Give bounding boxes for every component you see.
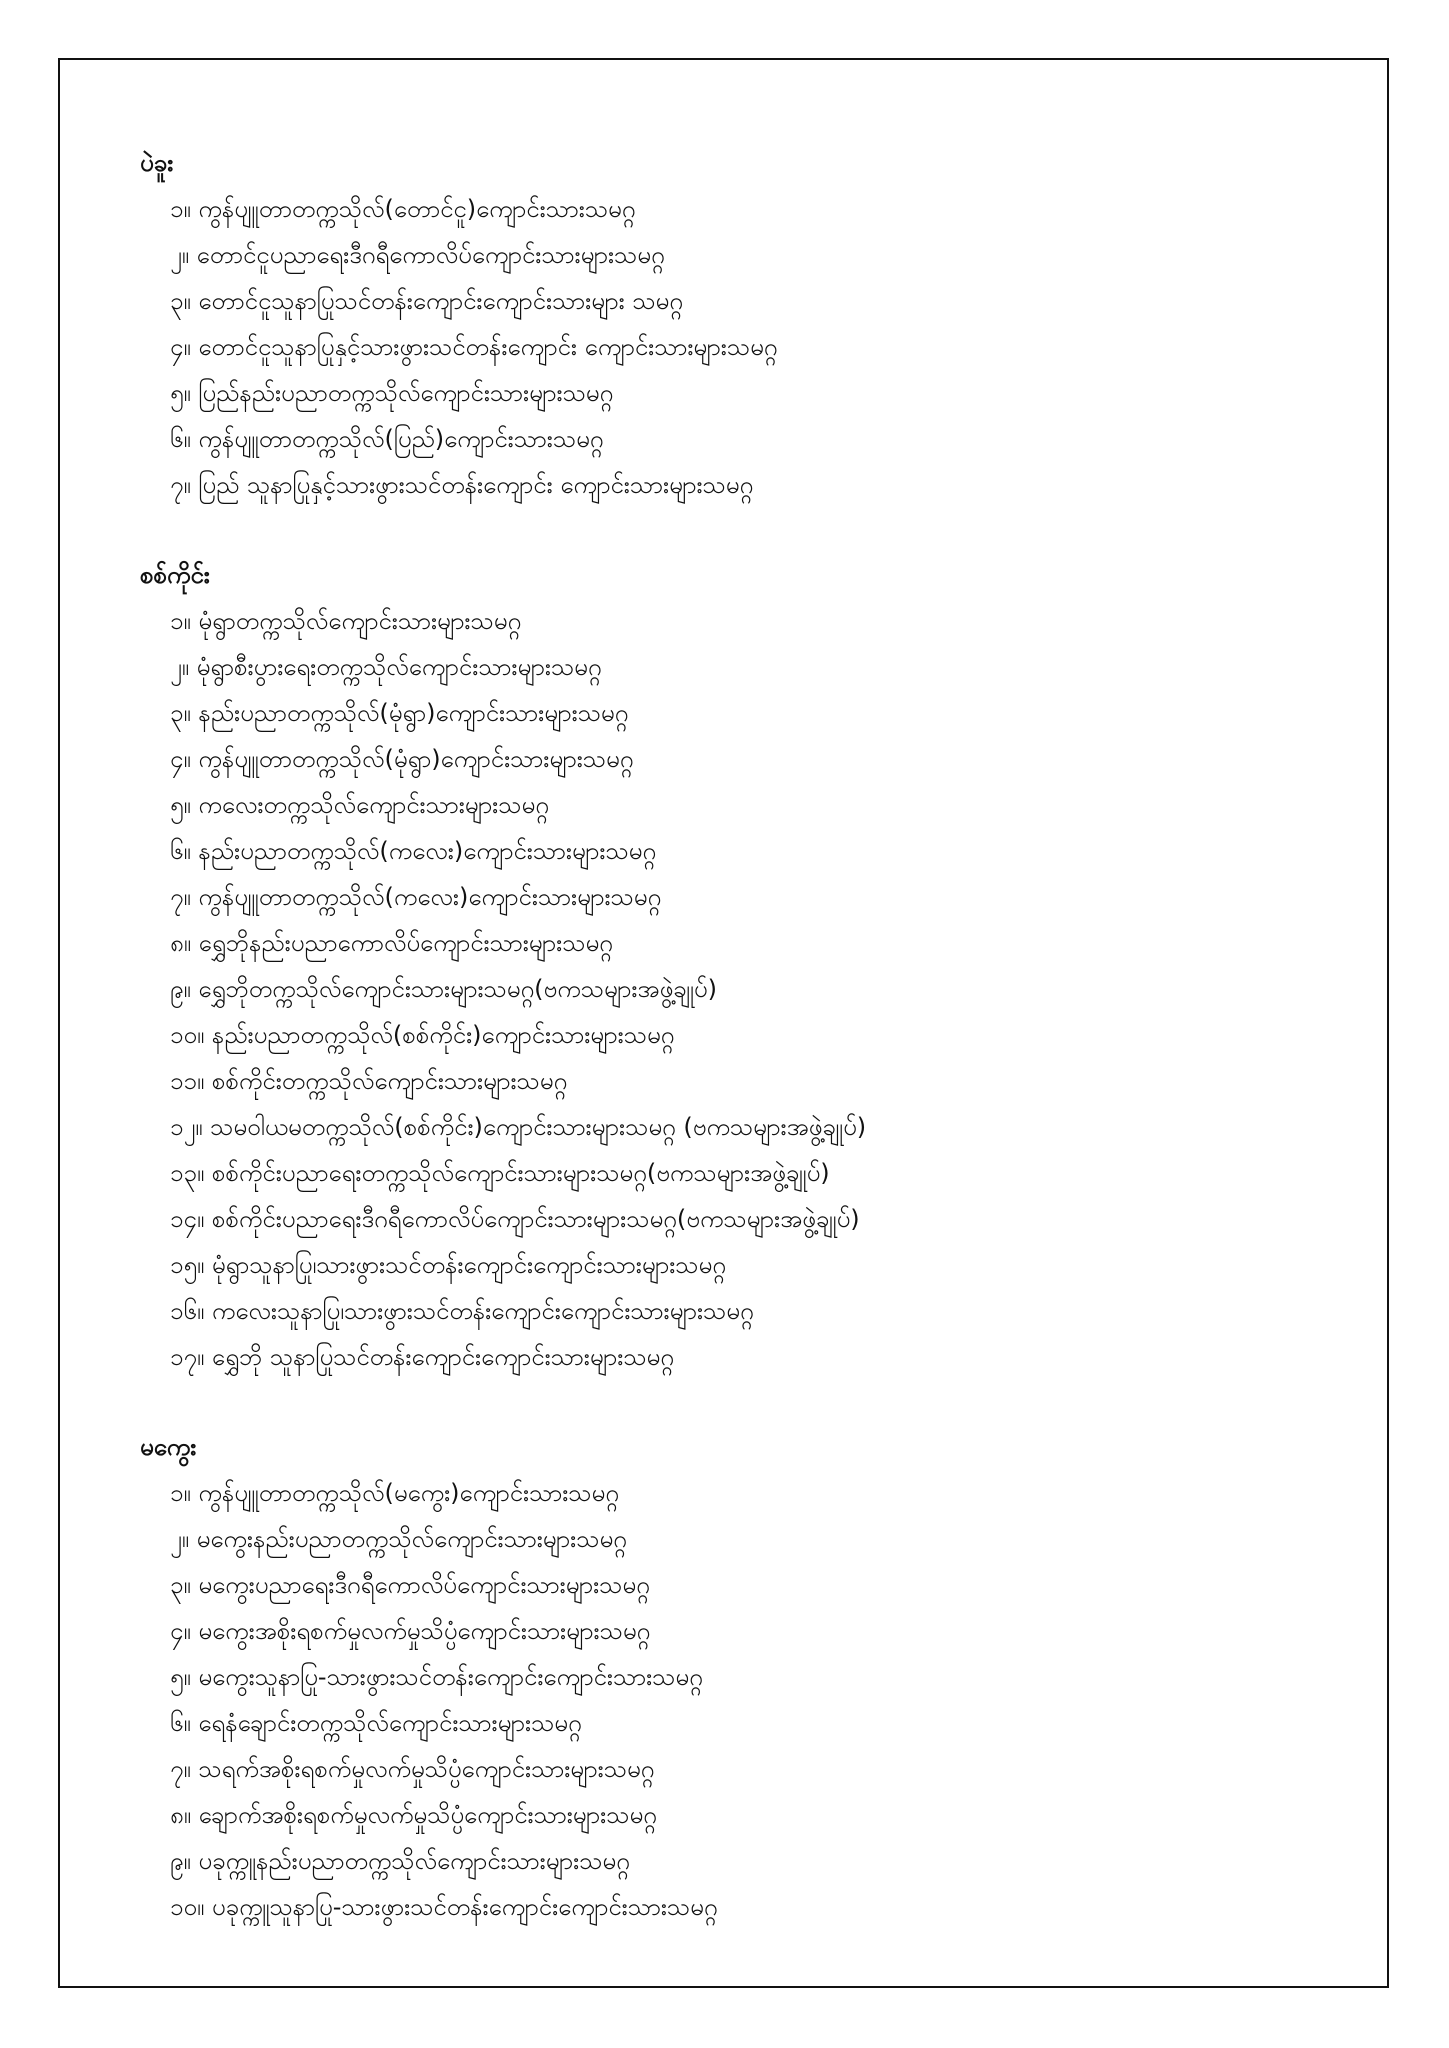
list-item: ၄။ ကွန်ပျူတာတက္ကသိုလ်(မုံရွာ)ကျောင်းသားများသမဂ္ဂ (170, 745, 634, 773)
section-bago (140, 140, 1340, 508)
list-item: ၁၃။ စစ်ကိုင်းပညာရေးတက္ကသိုလ်ကျောင်းသားများသမဂ္ဂ(ဗကသများအဖွဲ့ချုပ်) (170, 1159, 830, 1187)
list-item: ၆။ နည်းပညာတက္ကသိုလ်(ကလေး)ကျောင်းသားများသမဂ္ဂ (170, 837, 657, 865)
section-title: ပဲခူး (140, 149, 174, 177)
list-item: ၄။ မကွေးအစိုးရစက်မှုလက်မှုသိပ္ပံကျောင်းသားများသမဂ္ဂ (170, 1617, 651, 1645)
list-item: ၃။ တောင်ငူသူနာပြုသင်တန်းကျောင်းကျောင်းသားများ သမဂ္ဂ (170, 287, 683, 315)
list-item: ၁။ မုံရွာတက္ကသိုလ်ကျောင်းသားများသမဂ္ဂ (170, 607, 522, 635)
list-item: ၅။ ကလေးတက္ကသိုလ်ကျောင်းသားများသမဂ္ဂ (170, 791, 549, 819)
list-item: ၄။ တောင်ငူသူနာပြုနှင့်သားဖွားသင်တန်းကျောင်း ကျောင်းသားများသမဂ္ဂ (170, 333, 778, 361)
list-item: ၁၇။ ရွှေဘို သူနာပြုသင်တန်းကျောင်းကျောင်းသားများသမဂ္ဂ (170, 1343, 674, 1371)
union-list (140, 598, 1340, 1380)
list-item: ၃။ မကွေးပညာရေးဒီဂရီကောလိပ်ကျောင်းသားများသမဂ္ဂ (170, 1571, 650, 1599)
list-item: ၅။ ပြည်နည်းပညာတက္ကသိုလ်ကျောင်းသားများသမဂ္ဂ (170, 379, 614, 407)
list-item: ၇။ ကွန်ပျူတာတက္ကသိုလ်(ကလေး)ကျောင်းသားများသမဂ္ဂ (170, 883, 662, 911)
list-item: ၁၀။ နည်းပညာတက္ကသိုလ်(စစ်ကိုင်း)ကျောင်းသားများသမဂ္ဂ (170, 1021, 675, 1049)
list-item: ၇။ သရက်အစိုးရစက်မှုလက်မှုသိပ္ပံကျောင်းသားများသမဂ္ဂ (170, 1755, 655, 1783)
section-sagaing (140, 552, 1340, 1380)
document-body (140, 140, 1340, 1930)
list-item: ၇။ ပြည် သူနာပြုနှင့်သားဖွားသင်တန်းကျောင်း ကျောင်းသားများသမဂ္ဂ (170, 471, 754, 499)
union-list (140, 186, 1340, 508)
section-title: မကွေး (140, 1433, 197, 1461)
list-item: ၉။ ပခုက္ကူနည်းပညာတက္ကသိုလ်ကျောင်းသားများသမဂ္ဂ (170, 1847, 630, 1875)
list-item: ၅။ မကွေးသူနာပြု-သားဖွားသင်တန်းကျောင်းကျောင်းသားသမဂ္ဂ (170, 1663, 703, 1691)
list-item: ၁။ ကွန်ပျူတာတက္ကသိုလ်(တောင်ငူ)ကျောင်းသားသမဂ္ဂ (170, 195, 636, 223)
list-item: ၁၅။ မုံရွာသူနာပြု၊သားဖွားသင်တန်းကျောင်းကျောင်းသားများသမဂ္ဂ (170, 1251, 726, 1279)
list-item: ၁၄။ စစ်ကိုင်းပညာရေးဒီဂရီကောလိပ်ကျောင်းသားများသမဂ္ဂ(ဗကသများအဖွဲ့ချုပ်) (170, 1205, 860, 1233)
list-item: ၁။ ကွန်ပျူတာတက္ကသိုလ်(မကွေး)ကျောင်းသားသမဂ္ဂ (170, 1479, 619, 1507)
list-item: ၃။ နည်းပညာတက္ကသိုလ်(မုံရွာ)ကျောင်းသားများသမဂ္ဂ (170, 699, 629, 727)
union-list (140, 1470, 1340, 1930)
list-item: ၈။ ချောက်အစိုးရစက်မှုလက်မှုသိပ္ပံကျောင်းသားများသမဂ္ဂ (170, 1801, 657, 1829)
list-item: ၂။ မကွေးနည်းပညာတက္ကသိုလ်ကျောင်းသားများသမဂ္ဂ (170, 1525, 627, 1553)
list-item: ၁၁။ စစ်ကိုင်းတက္ကသိုလ်ကျောင်းသားများသမဂ္ဂ (170, 1067, 568, 1095)
list-item: ၁၆။ ကလေးသူနာပြု၊သားဖွားသင်တန်းကျောင်းကျောင်းသားများသမဂ္ဂ (170, 1297, 754, 1325)
list-item: ၂။ တောင်ငူပညာရေးဒီဂရီကောလိပ်ကျောင်းသားများသမဂ္ဂ (170, 241, 665, 269)
list-item: ၁၂။ သမဝါယမတက္ကသိုလ်(စစ်ကိုင်း)ကျောင်းသားများသမဂ္ဂ (ဗကသများအဖွဲ့ချုပ်) (170, 1113, 867, 1141)
list-item: ၈။ ရွှေဘိုနည်းပညာကောလိပ်ကျောင်းသားများသမဂ္ဂ (170, 929, 613, 957)
list-item: ၁၀။ ပခုက္ကူသူနာပြု-သားဖွားသင်တန်းကျောင်းကျောင်းသားသမဂ္ဂ (170, 1893, 718, 1921)
list-item: ၆။ ကွန်ပျူတာတက္ကသိုလ်(ပြည်)ကျောင်းသားသမဂ္ဂ (170, 425, 604, 453)
section-magway (140, 1424, 1340, 1930)
list-item: ၂။ မုံရွာစီးပွားရေးတက္ကသိုလ်ကျောင်းသားများသမဂ္ဂ (170, 653, 602, 681)
section-title: စစ်ကိုင်း (140, 561, 210, 589)
list-item: ၉။ ရွှေဘိုတက္ကသိုလ်ကျောင်းသားများသမဂ္ဂ(ဗကသများအဖွဲ့ချုပ်) (170, 975, 717, 1003)
list-item: ၆။ ရေနံချောင်းတက္ကသိုလ်ကျောင်းသားများသမဂ္ဂ (170, 1709, 582, 1737)
